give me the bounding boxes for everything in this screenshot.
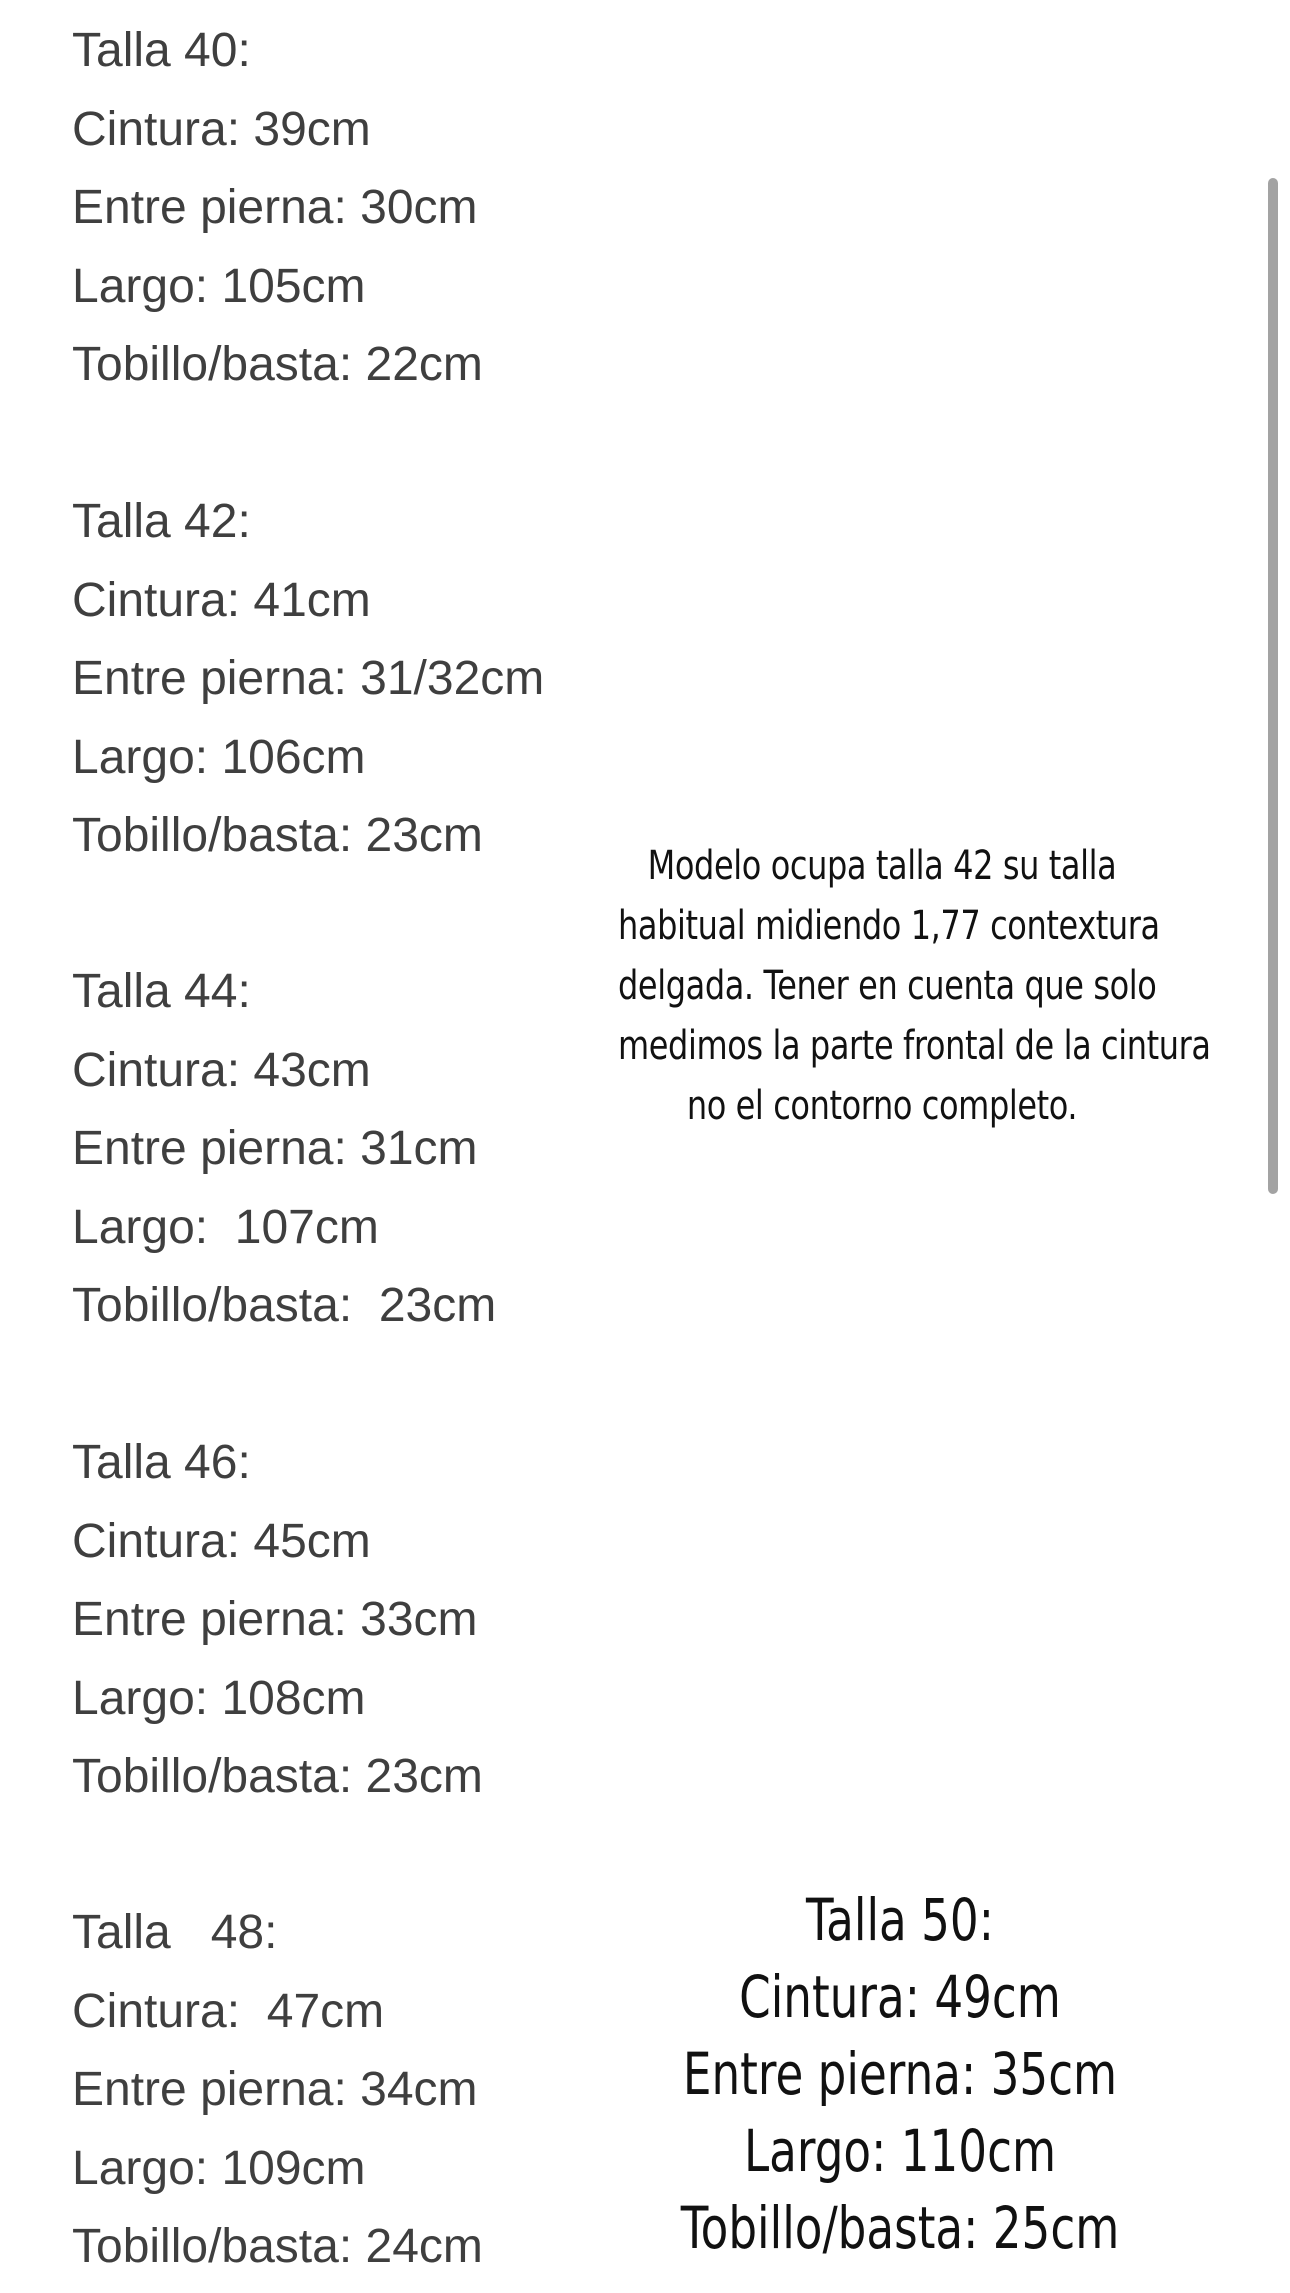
ankle-measure: Tobillo/basta: 23cm <box>72 809 483 862</box>
waist-measure: Cintura: 45cm <box>72 1514 371 1568</box>
ankle-measure: Tobillo/basta: 24cm <box>72 2220 483 2273</box>
size-block-42 <box>72 483 544 876</box>
size-title: Talla 42: <box>72 495 251 548</box>
length-measure: Largo: 109cm <box>72 2141 366 2195</box>
waist-measure: Cintura: 47cm <box>72 1984 385 2038</box>
length-measure: Largo: 107cm <box>72 1200 379 1254</box>
inseam-measure: Entre pierna: 34cm <box>72 2063 478 2116</box>
waist-measure: Cintura: 43cm <box>72 1043 371 1097</box>
waist-measure: Cintura: 41cm <box>72 573 371 627</box>
ankle-measure: Tobillo/basta: 25cm <box>680 2194 1120 2262</box>
size-block-48 <box>72 1894 483 2287</box>
ankle-measure: Tobillo/basta: 22cm <box>72 338 483 391</box>
note-line: no el contorno completo. <box>686 1083 1078 1129</box>
length-measure: Largo: 105cm <box>72 259 366 313</box>
note-line: delgada. Tener en cuenta que solo <box>618 963 1157 1009</box>
size-block-44 <box>72 953 496 1346</box>
ankle-measure: Tobillo/basta: 23cm <box>72 1750 483 1803</box>
size-title: Talla 40: <box>72 24 251 77</box>
waist-measure: Cintura: 49cm <box>739 1963 1061 2031</box>
inseam-measure: Entre pierna: 30cm <box>72 181 478 234</box>
length-measure: Largo: 106cm <box>72 730 366 784</box>
vertical-scrollbar[interactable] <box>1268 178 1278 1194</box>
length-measure: Largo: 110cm <box>743 2117 1057 2185</box>
note-line: Modelo ocupa talla 42 su talla <box>647 843 1117 889</box>
note-line: medimos la parte frontal de la cintura <box>618 1023 1211 1069</box>
size-title: Talla 50: <box>806 1886 994 1954</box>
size-title: Talla 44: <box>72 965 251 1018</box>
waist-measure: Cintura: 39cm <box>72 102 371 156</box>
size-block-46 <box>72 1424 483 1817</box>
inseam-measure: Entre pierna: 33cm <box>72 1593 478 1646</box>
size-title: Talla 46: <box>72 1436 251 1489</box>
inseam-measure: Entre pierna: 31/32cm <box>72 652 545 705</box>
length-measure: Largo: 108cm <box>72 1671 366 1725</box>
size-block-40 <box>72 12 483 405</box>
size-block-50 <box>666 1882 1134 2267</box>
model-fit-note <box>618 836 1211 1136</box>
inseam-measure: Entre pierna: 35cm <box>682 2040 1118 2108</box>
note-line: habitual midiendo 1,77 contextura <box>618 903 1160 949</box>
inseam-measure: Entre pierna: 31cm <box>72 1122 478 1175</box>
size-title: Talla 48: <box>72 1906 278 1959</box>
ankle-measure: Tobillo/basta: 23cm <box>72 1279 497 1332</box>
